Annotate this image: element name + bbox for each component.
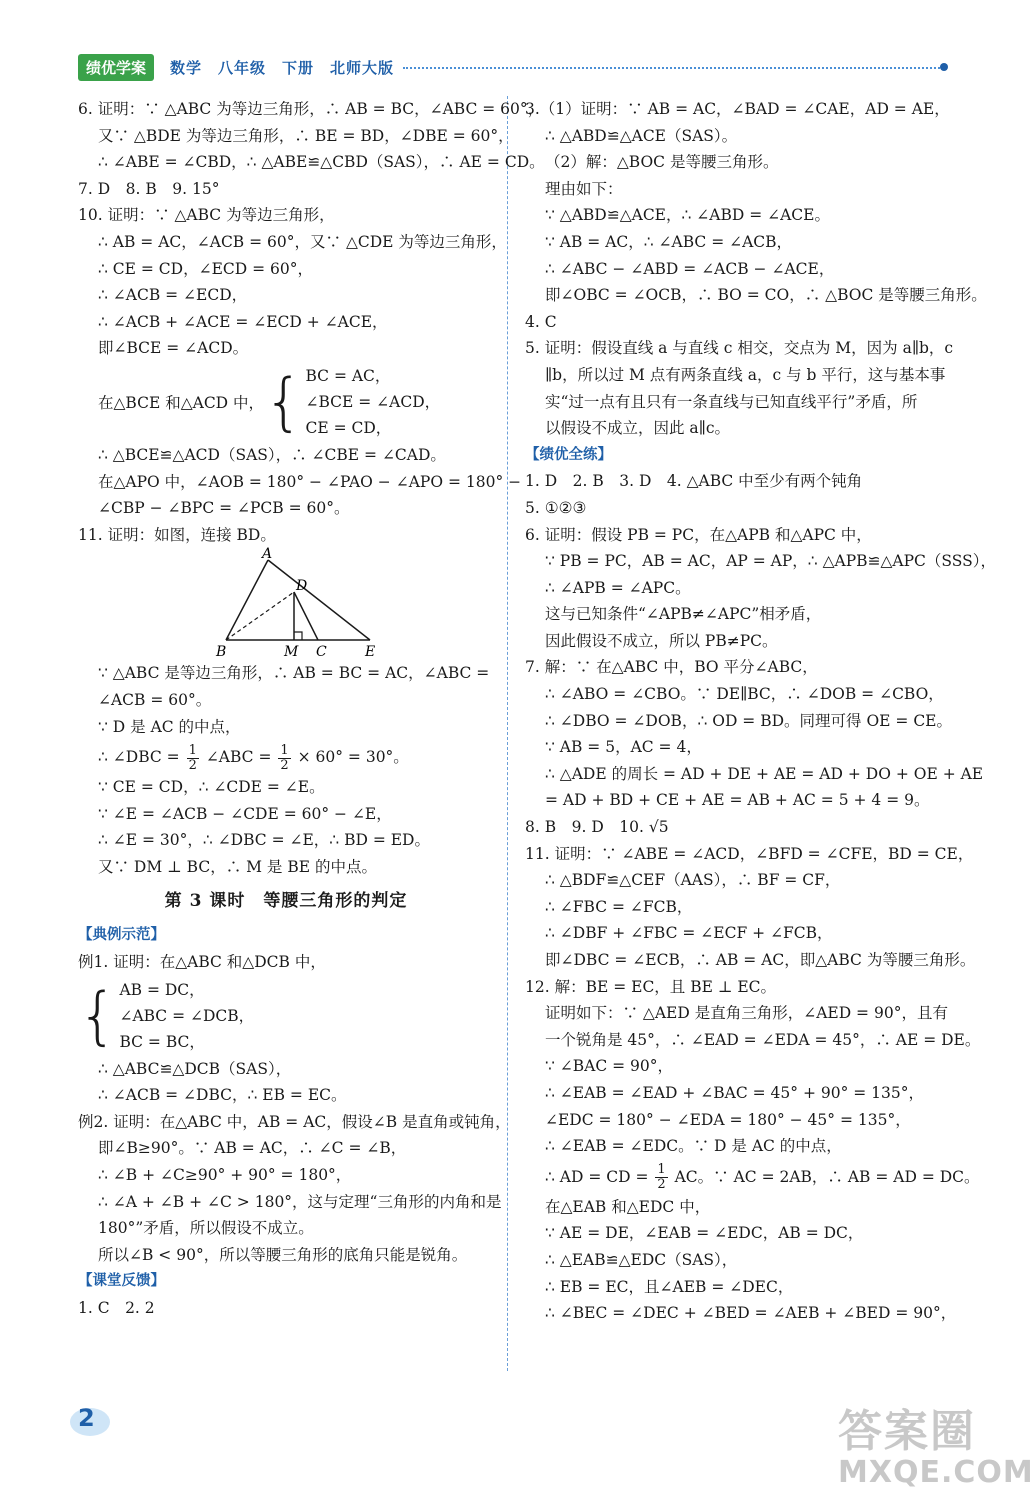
answer-line: ∴ ∠BEC = ∠DEC + ∠BED = ∠AEB + ∠BED = 90°，	[545, 1304, 957, 1323]
answer-line: 8. B 9. D 10. √5	[525, 818, 669, 837]
answer-line: ∵ ∠E = ∠ACB − ∠CDE = 60° − ∠E，	[98, 804, 392, 823]
answer-line: ∴ ∠ACB = ∠ECD，	[98, 286, 248, 305]
system-line: CE = CD，	[305, 418, 392, 437]
answer-line: ∵ PB = PC，AB = AC，AP = AP，∴ △APB≌△APC（SSS），	[545, 552, 996, 571]
answer-line: ∵ CE = CD，∴ ∠CDE = ∠E。	[98, 778, 325, 797]
answer-line: 以假设不成立，因此 a∥c。	[545, 419, 731, 438]
answer-line: 10. 证明：∵ △ABC 为等边三角形，	[78, 206, 335, 225]
answer-line: 11. 证明：如图，连接 BD。	[78, 525, 276, 544]
answer-line: 因此假设不成立，所以 PB≠PC。	[545, 631, 778, 650]
answer-line: ∵ AB = 5，AC = 4，	[545, 738, 702, 757]
right-angle-mark	[294, 632, 302, 640]
answer-line: 即∠OBC = ∠OCB，∴ BO = CO，∴ △BOC 是等腰三角形。	[545, 286, 987, 305]
answer-line: 在△APO 中，∠AOB = 180° − ∠PAO − ∠APO = 180° −	[98, 472, 522, 491]
answer-line: 5. 证明：假设直线 a 与直线 c 相交，交点为 M，因为 a∥b，c	[525, 339, 954, 358]
answer-line: ∵ D 是 AC 的中点，	[98, 717, 241, 736]
answer-line: ∵ AB = AC，∴ ∠ABC = ∠ACB，	[545, 232, 793, 251]
answer-line: 6. 证明：假设 PB = PC，在△APB 和△APC 中，	[525, 525, 872, 544]
answer-line: 例1. 证明：在△ABC 和△DCB 中，	[78, 953, 326, 972]
system-line: AB = DC，	[119, 980, 205, 999]
watermark	[838, 1395, 1034, 1495]
answer-line: ∴ AB = AC，∠ACB = 60°，又∵ △CDE 为等边三角形，	[98, 232, 507, 251]
answer-line: ∴ ∠E = 30°，∴ ∠DBC = ∠E，∴ BD = ED。	[98, 831, 430, 850]
answer-line: ∴ CE = CD，∠ECD = 60°，	[98, 259, 313, 278]
label-m: M	[284, 644, 299, 661]
system-intro: 在△BCE 和△ACD 中，	[98, 393, 265, 412]
answer-line: ∠ACB = 60°。	[98, 690, 212, 709]
fraction	[187, 744, 199, 773]
text-part: ∴ AD = CD =	[545, 1167, 649, 1186]
answer-line: 即∠BCE = ∠ACD。	[98, 339, 249, 358]
answer-line: 在△EAB 和△EDC 中，	[545, 1197, 711, 1216]
triangle-figure	[78, 548, 494, 660]
fraction-line	[78, 740, 494, 774]
answer-line: ∵ AE = DE，∠EAB = ∠EDC，AB = DC，	[545, 1224, 864, 1243]
watermark-url: MXQE.COM	[838, 1455, 1034, 1490]
denominator: 2	[657, 1177, 666, 1193]
answer-line: 4. C	[525, 312, 557, 331]
answer-line: 1. C 2. 2	[78, 1299, 155, 1317]
answer-line: 例2. 证明：在△ABC 中，AB = AC，假设∠B 是直角或钝角，	[78, 1112, 511, 1131]
answer-line: 12. 解：BE = EC，且 BE ⊥ EC。	[525, 977, 777, 996]
section-heading: 【绩优全练】	[525, 446, 612, 463]
numerator: 1	[188, 742, 197, 758]
answer-line: 1. D 2. B 3. D 4. △ABC 中至少有两个钝角	[525, 472, 863, 491]
answer-line: 即∠DBC = ∠ECB，∴ AB = AC，即△ABC 为等腰三角形。	[545, 951, 976, 969]
watermark-logo: 答案圈	[838, 1406, 976, 1457]
label-a: A	[262, 546, 273, 563]
answer-line: ∴ ∠A + ∠B + ∠C > 180°，这与定理“三角形的内角和是	[98, 1192, 502, 1211]
answer-line: ∠EDC = 180° − ∠EDA = 180° − 45° = 135°，	[545, 1110, 911, 1129]
answer-line: ∴ ∠ACB + ∠ACE = ∠ECD + ∠ACE，	[98, 312, 388, 331]
answer-line: 实“过一点有且只有一条直线与已知直线平行”矛盾，所	[545, 392, 918, 411]
answer-line: ∴ ∠B + ∠C≥90° + 90° = 180°，	[98, 1166, 352, 1185]
answer-line: 一个锐角是 45°，∴ ∠EAD = ∠EDA = 45°，∴ AE = DE。	[545, 1030, 981, 1049]
numerator: 1	[657, 1162, 666, 1178]
text-part: × 60° = 30°。	[297, 748, 409, 767]
answer-line: ∴ △ADE 的周长 = AD + DE + AE = AD + DO + OE + AE	[545, 764, 984, 783]
page-number: 2	[78, 1404, 118, 1438]
system-line: ∠ABC = ∠DCB，	[119, 1006, 255, 1025]
system-line: BC = AC，	[305, 366, 391, 385]
answer-line: ∴ △BCE≌△ACD（SAS），∴ ∠CBE = ∠CAD。	[98, 445, 446, 464]
answer-line: ∴ ∠ABO = ∠CBO。∵ DE∥BC，∴ ∠DOB = ∠CBO，	[545, 685, 944, 704]
text-part: ∠ABC =	[205, 748, 272, 767]
answer-line: ∴ ∠ABC − ∠ABD = ∠ACB − ∠ACE，	[545, 259, 835, 278]
segment-ae	[268, 560, 370, 640]
answer-line: ∵ △ABC 是等边三角形，∴ AB = BC = AC，∠ABC =	[98, 664, 490, 683]
equation-system	[78, 976, 494, 1056]
answer-line: ∴ ∠APB = ∠APC。	[545, 578, 691, 597]
answer-line: 5. ①②③	[525, 498, 587, 517]
label-b: B	[216, 644, 227, 661]
fraction	[655, 1163, 667, 1192]
system-line: BC = BC，	[119, 1032, 205, 1051]
section-heading: 【课堂反馈】	[78, 1273, 165, 1290]
answer-line: 3.（1）证明：∵ AB = AC，∠BAD = ∠CAE，AD = AE，	[525, 100, 950, 118]
denominator: 2	[188, 757, 197, 773]
page-header	[78, 54, 948, 80]
answer-line: ∴ △BDF≌△CEF（AAS），∴ BF = CF，	[545, 871, 841, 890]
label-c: C	[316, 644, 327, 661]
column-divider	[507, 96, 508, 1371]
answer-line: 7. 解：∵ 在△ABC 中，BO 平分∠ABC，	[525, 658, 818, 677]
answer-line: 证明如下：∵ △AED 是直角三角形，∠AED = 90°，且有	[545, 1004, 948, 1023]
label-d: D	[296, 578, 308, 595]
answer-line: ∴ ∠EAB = ∠EAD + ∠BAC = 45° + 90° = 135°，	[545, 1083, 925, 1102]
triangle-diagram	[78, 548, 494, 660]
answer-line: 即∠B≥90°。∵ AB = AC，∴ ∠C = ∠B，	[98, 1139, 407, 1158]
section-heading: 【典例示范】	[78, 927, 165, 944]
answer-line: ∴ △ABD≌△ACE（SAS）。	[545, 126, 738, 145]
segment-bd-dashed	[226, 592, 294, 640]
denominator: 2	[280, 757, 289, 773]
answer-line: 11. 证明：∵ ∠ABE = ∠ACD，∠BFD = ∠CFE，BD = CE，	[525, 844, 974, 863]
answer-line: 180°”矛盾，所以假设不成立。	[98, 1219, 314, 1238]
brand-label: 绩优学案	[78, 54, 154, 81]
left-brace: {	[264, 364, 304, 438]
answer-line: 又∵ DM ⊥ BC，∴ M 是 BE 的中点。	[98, 857, 377, 876]
answer-line: ∴ ∠ACB = ∠DBC，∴ EB = EC。	[98, 1086, 347, 1105]
answer-line: ∵ △ABD≌△ACE，∴ ∠ABD = ∠ACE。	[545, 206, 830, 225]
equation-system	[78, 362, 494, 442]
header-dotted-rule	[403, 67, 940, 69]
fraction	[278, 744, 290, 773]
book-meta: 数学 八年级 下册 北师大版	[170, 59, 395, 77]
answer-line: ∴ ∠DBO = ∠DOB，∴ OD = BD。同理可得 OE = CE。	[545, 711, 952, 730]
system-line: ∠BCE = ∠ACD，	[305, 392, 441, 411]
answer-line: ∴ △ABC≌△DCB（SAS），	[98, 1059, 292, 1078]
answer-line: 又∵ △BDE 为等边三角形，∴ BE = BD，∠DBE = 60°，	[98, 126, 514, 145]
answer-line: ∴ ∠EAB = ∠EDC。∵ D 是 AC 的中点，	[545, 1137, 842, 1156]
answer-line: ∴ ∠FBC = ∠FCB，	[545, 897, 693, 916]
lesson-title: 第 3 课时 等腰三角形的判定	[164, 891, 408, 912]
right-column	[525, 96, 996, 1327]
answer-line: ∴ ∠DBF + ∠FBC = ∠ECF + ∠FCB，	[545, 924, 833, 943]
answer-line: ∵ ∠BAC = 90°，	[545, 1057, 674, 1076]
answer-line: （2）解：△BOC 是等腰三角形。	[545, 153, 779, 172]
numerator: 1	[280, 742, 289, 758]
answer-line: 7. D 8. B 9. 15°	[78, 179, 220, 198]
answer-line: 所以∠B < 90°，所以等腰三角形的底角只能是锐角。	[98, 1245, 468, 1264]
answer-line: ∴ EB = EC，且∠AEB = ∠DEC，	[545, 1277, 794, 1296]
answer-line: ∠CBP − ∠BPC = ∠PCB = 60°。	[98, 499, 350, 518]
segment-ab	[226, 560, 268, 640]
answer-line: ∴ ∠ABE = ∠CBD，∴ △ABE≌△CBD（SAS），∴ AE = CD。	[98, 153, 545, 172]
text-part: ∴ ∠DBC =	[98, 748, 180, 767]
fraction-line	[525, 1160, 980, 1194]
answer-line: 这与已知条件“∠APB≠∠APC”相矛盾，	[545, 605, 822, 624]
answer-line: ∴ △EAB≌△EDC（SAS），	[545, 1250, 738, 1269]
answer-line: = AD + BD + CE + AE = AB + AC = 5 + 4 = 9。	[545, 791, 930, 810]
answer-line: 6. 证明：∵ △ABC 为等边三角形，∴ AB = BC，∠ABC = 60°，	[78, 100, 544, 118]
text-part: AC。∵ AC = 2AB，∴ AB = AD = DC。	[674, 1167, 980, 1186]
answer-line: ∥b，所以过 M 点有两条直线 a，c 与 b 平行，这与基本事	[545, 365, 946, 384]
label-e: E	[365, 644, 376, 661]
segment-dc	[294, 592, 318, 640]
answer-line: 理由如下：	[545, 179, 623, 198]
left-brace: {	[78, 978, 118, 1052]
header-end-dot	[940, 63, 948, 71]
